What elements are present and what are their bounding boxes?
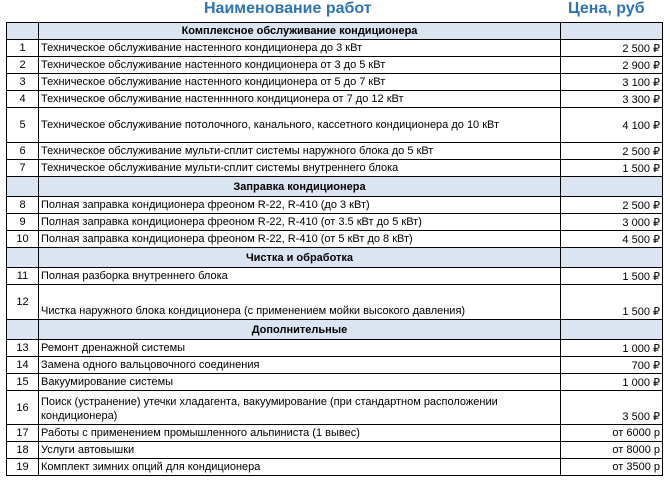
- table-row: [7, 57, 663, 74]
- row-number: 19: [7, 459, 39, 476]
- row-number: 14: [7, 357, 39, 374]
- row-price: 3 000 ₽: [561, 214, 663, 231]
- row-description: Полная заправка кондиционера фреоном R-22, R-410 (от 5 кВт до 8 кВт): [39, 231, 561, 248]
- row-number: 12: [7, 285, 39, 320]
- section-header: [7, 177, 663, 197]
- table-row: [7, 214, 663, 231]
- section-number-cell: [7, 177, 39, 197]
- section-number-cell: [7, 320, 39, 340]
- section-price-cell: [561, 23, 663, 40]
- row-price: 4 100 ₽: [561, 108, 663, 143]
- table-row: [7, 268, 663, 285]
- row-description: Техническое обслуживание настенного кондиционера до 3 кВт: [39, 40, 561, 57]
- row-description: Техническое обслуживание настенннного кондиционера от 7 до 12 кВт: [39, 91, 561, 108]
- row-number: 9: [7, 214, 39, 231]
- row-price: 1 500 ₽: [561, 285, 663, 320]
- row-number: 13: [7, 340, 39, 357]
- section-title: Дополнительные: [39, 320, 561, 340]
- row-price: от 6000 р: [561, 425, 663, 442]
- row-number: 1: [7, 40, 39, 57]
- price-table: [6, 22, 663, 476]
- row-description: Замена одного вальцовочного соединения: [39, 357, 561, 374]
- row-number: 3: [7, 74, 39, 91]
- table-row: [7, 108, 663, 143]
- row-price: 1 000 ₽: [561, 340, 663, 357]
- table-row: [7, 459, 663, 476]
- table-row: [7, 340, 663, 357]
- row-price: 700 ₽: [561, 357, 663, 374]
- section-number-cell: [7, 23, 39, 40]
- row-description: Работы с применением промышленного альпиниста (1 вывес): [39, 425, 561, 442]
- table-row: [7, 91, 663, 108]
- row-description: Ремонт дренажной системы: [39, 340, 561, 357]
- row-price: 3 300 ₽: [561, 91, 663, 108]
- section-header: [7, 248, 663, 268]
- row-price: 1 500 ₽: [561, 160, 663, 177]
- row-number: 10: [7, 231, 39, 248]
- row-number: 6: [7, 143, 39, 160]
- row-number: 17: [7, 425, 39, 442]
- table-row: [7, 374, 663, 391]
- table-row: [7, 40, 663, 57]
- row-number: 2: [7, 57, 39, 74]
- row-description: Полная заправка кондиционера фреоном R-22, R-410 (от 3.5 кВт до 5 кВт): [39, 214, 561, 231]
- row-price: 2 900 ₽: [561, 57, 663, 74]
- row-description: Чистка наружного блока кондиционера (с применением мойки высокого давления): [39, 285, 561, 320]
- row-description: Вакуумирование системы: [39, 374, 561, 391]
- row-price: 1 000 ₽: [561, 374, 663, 391]
- table-row: [7, 391, 663, 425]
- row-number: 16: [7, 391, 39, 425]
- price-header: Цена, руб: [568, 0, 645, 17]
- row-price: 2 500 ₽: [561, 197, 663, 214]
- row-description: Техническое обслуживание настенного кондиционера от 3 до 5 кВт: [39, 57, 561, 74]
- row-number: 15: [7, 374, 39, 391]
- row-number: 4: [7, 91, 39, 108]
- row-number: 7: [7, 160, 39, 177]
- section-header: [7, 23, 663, 40]
- row-number: 11: [7, 268, 39, 285]
- table-row: [7, 74, 663, 91]
- table-row: [7, 357, 663, 374]
- row-price: от 3500 р: [561, 459, 663, 476]
- row-number: 5: [7, 108, 39, 143]
- row-description: Полная заправка кондиционера фреоном R-22, R-410 (до 3 кВт): [39, 197, 561, 214]
- table-row: [7, 160, 663, 177]
- column-header: [0, 0, 670, 22]
- row-price: от 8000 р: [561, 442, 663, 459]
- section-price-cell: [561, 177, 663, 197]
- section-price-cell: [561, 248, 663, 268]
- row-price: 2 500 ₽: [561, 40, 663, 57]
- section-title: Чистка и обработка: [39, 248, 561, 268]
- table-row: [7, 197, 663, 214]
- table-row: [7, 442, 663, 459]
- row-description: Комплект зимних опций для кондиционера: [39, 459, 561, 476]
- row-description: Услуги автовышки: [39, 442, 561, 459]
- row-number: 18: [7, 442, 39, 459]
- row-description: Полная разборка внутреннего блока: [39, 268, 561, 285]
- row-price: 1 500 ₽: [561, 268, 663, 285]
- row-description: Техническое обслуживание мульти-сплит системы внутреннего блока: [39, 160, 561, 177]
- table-row: [7, 285, 663, 320]
- row-number: 8: [7, 197, 39, 214]
- row-description: Техническое обслуживание мульти-сплит системы наружного блока до 5 кВт: [39, 143, 561, 160]
- row-price: 3 500 ₽: [561, 391, 663, 425]
- row-price: 3 100 ₽: [561, 74, 663, 91]
- section-price-cell: [561, 320, 663, 340]
- row-description: Поиск (устранение) утечки хладагента, вакуумирование (при стандартном расположении кондиционера): [39, 391, 561, 425]
- table-row: [7, 231, 663, 248]
- row-price: 2 500 ₽: [561, 143, 663, 160]
- row-price: 4 500 ₽: [561, 231, 663, 248]
- table-row: [7, 425, 663, 442]
- table-row: [7, 143, 663, 160]
- row-description: Техническое обслуживание настенного кондиционера от 5 до 7 кВт: [39, 74, 561, 91]
- section-title: Заправка кондиционера: [39, 177, 561, 197]
- section-number-cell: [7, 248, 39, 268]
- section-title: Комплексное обслуживание кондиционера: [39, 23, 561, 40]
- row-description: Техническое обслуживание потолочного, канального, кассетного кондиционера до 10 кВт: [39, 108, 561, 143]
- section-header: [7, 320, 663, 340]
- works-name-header: Наименование работ: [204, 0, 372, 17]
